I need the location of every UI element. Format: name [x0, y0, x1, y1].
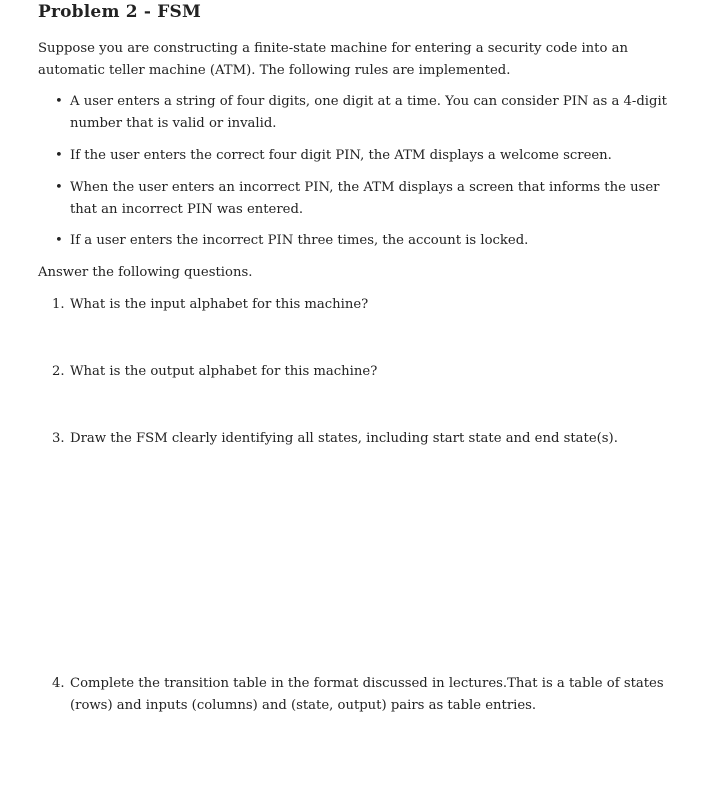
- rule-text: If the user enters the correct four digit PIN, the ATM displays a welcome screen.: [70, 148, 612, 163]
- question-text: Complete the transition table in the format discussed in lectures.That is a table of states (rows) and inputs (columns) and (state, output) pairs as table entries.: [70, 676, 664, 713]
- bullet-icon: •: [55, 180, 63, 195]
- question-number: 3.: [52, 431, 65, 446]
- bullet-icon: •: [55, 94, 63, 109]
- question-number: 1.: [52, 297, 65, 312]
- rule-text: When the user enters an incorrect PIN, the ATM displays a screen that informs the user that an incorrect PIN was entered.: [70, 180, 660, 217]
- question-text: Draw the FSM clearly identifying all states, including start state and end state(s).: [70, 431, 618, 446]
- question-number: 2.: [52, 364, 65, 379]
- problem-title: Problem 2 - FSM: [38, 2, 202, 22]
- intro-paragraph: Suppose you are constructing a finite-state machine for entering a security code into an automatic teller machine (ATM). The following rules are implemented.: [38, 41, 628, 78]
- question-number: 4.: [52, 676, 65, 691]
- question-text: What is the output alphabet for this machine?: [70, 364, 378, 379]
- question-text: What is the input alphabet for this machine?: [70, 297, 369, 312]
- rule-text: A user enters a string of four digits, one digit at a time. You can consider PIN as a 4-digit number that is valid or invalid.: [70, 94, 667, 131]
- bullet-icon: •: [55, 233, 63, 248]
- answer-prompt: Answer the following questions.: [38, 265, 253, 280]
- bullet-icon: •: [55, 148, 63, 163]
- rule-text: If a user enters the incorrect PIN three times, the account is locked.: [70, 233, 529, 248]
